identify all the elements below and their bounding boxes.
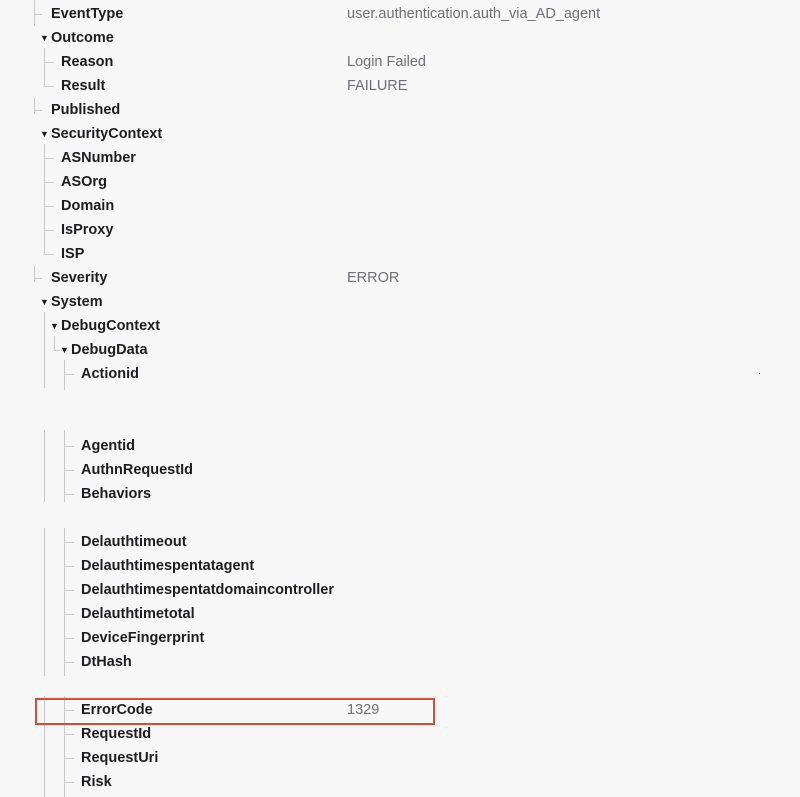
tree-row-authnrequestid[interactable]	[0, 458, 800, 482]
tree-key: AuthnRequestId	[81, 462, 193, 478]
tree-row-requesturi[interactable]	[0, 746, 800, 770]
tree-row-delauthtimetotal[interactable]	[0, 602, 800, 626]
tree-key: Reason	[61, 54, 114, 70]
tree-row-severity[interactable]	[0, 266, 800, 290]
tree-key: Risk	[81, 774, 112, 790]
tree-row-devicefingerprint[interactable]	[0, 626, 800, 650]
stray-dot	[759, 373, 760, 374]
tree-row-dthash[interactable]	[0, 650, 800, 674]
tree-key: Agentid	[81, 438, 135, 454]
tree-value: user.authentication.auth_via_AD_agent	[347, 6, 601, 22]
tree-row-securitycontext[interactable]	[0, 122, 800, 146]
caret-down-icon[interactable]: ▼	[60, 345, 69, 355]
tree-row-asorg[interactable]	[0, 170, 800, 194]
tree-row-risk[interactable]	[0, 770, 800, 794]
tree-row-system[interactable]	[0, 290, 800, 314]
tree-row-behaviors[interactable]	[0, 482, 800, 506]
tree-key: IsProxy	[61, 222, 114, 238]
tree-key: DebugData	[71, 342, 148, 358]
tree-key: RequestUri	[81, 750, 159, 766]
tree-value: ERROR	[347, 270, 400, 286]
tree-key: Published	[51, 102, 121, 118]
tree-row-debugdata[interactable]	[0, 338, 800, 362]
tree-key: System	[51, 294, 103, 310]
tree-key: EventType	[51, 6, 124, 22]
tree-key: Delauthtimeout	[81, 534, 187, 550]
tree-row-published[interactable]	[0, 98, 800, 122]
caret-down-icon[interactable]: ▼	[40, 33, 49, 43]
tree-row-delauthtimespentatagent[interactable]	[0, 554, 800, 578]
tree-key: Severity	[51, 270, 108, 286]
errorcode-highlight-box	[35, 698, 435, 725]
tree-key: RequestId	[81, 726, 152, 742]
tree-row-requestid[interactable]	[0, 722, 800, 746]
tree-row-result[interactable]	[0, 74, 800, 98]
tree-key: ISP	[61, 246, 85, 262]
tree-key: DtHash	[81, 654, 132, 670]
tree-row-actionid[interactable]	[0, 362, 800, 386]
tree-row-domain[interactable]	[0, 194, 800, 218]
tree-row-reason[interactable]	[0, 50, 800, 74]
tree-key: DeviceFingerprint	[81, 630, 205, 646]
tree-row-eventtype[interactable]	[0, 2, 800, 26]
tree-row-outcome[interactable]	[0, 26, 800, 50]
caret-down-icon[interactable]: ▼	[40, 297, 49, 307]
tree-row-agentid[interactable]	[0, 434, 800, 458]
tree-value: Login Failed	[347, 54, 426, 70]
tree-key: Delauthtimespentatagent	[81, 558, 255, 574]
tree-row-delauthtimespentatdomaincontroller[interactable]	[0, 578, 800, 602]
tree-key: Actionid	[81, 366, 139, 382]
tree-value: 1329	[347, 702, 380, 718]
tree-key: ASOrg	[61, 174, 107, 190]
tree-row-debugcontext[interactable]	[0, 314, 800, 338]
tree-key: Outcome	[51, 30, 114, 46]
tree-value: FAILURE	[347, 78, 408, 94]
tree-row-isproxy[interactable]	[0, 218, 800, 242]
tree-key: ErrorCode	[81, 702, 153, 718]
tree-key: Behaviors	[81, 486, 152, 502]
tree-key: DebugContext	[61, 318, 161, 334]
caret-down-icon[interactable]: ▼	[40, 129, 49, 139]
tree-row-delauthtimeout[interactable]	[0, 530, 800, 554]
tree-row-isp[interactable]	[0, 242, 800, 266]
tree-key: Delauthtimetotal	[81, 606, 195, 622]
tree-key: ASNumber	[61, 150, 136, 166]
caret-down-icon[interactable]: ▼	[50, 321, 59, 331]
tree-key: SecurityContext	[51, 126, 163, 142]
tree-key: Domain	[61, 198, 115, 214]
tree-key: Delauthtimespentatdomaincontroller	[81, 582, 334, 598]
tree-row-asnumber[interactable]	[0, 146, 800, 170]
tree-key: Result	[61, 78, 106, 94]
